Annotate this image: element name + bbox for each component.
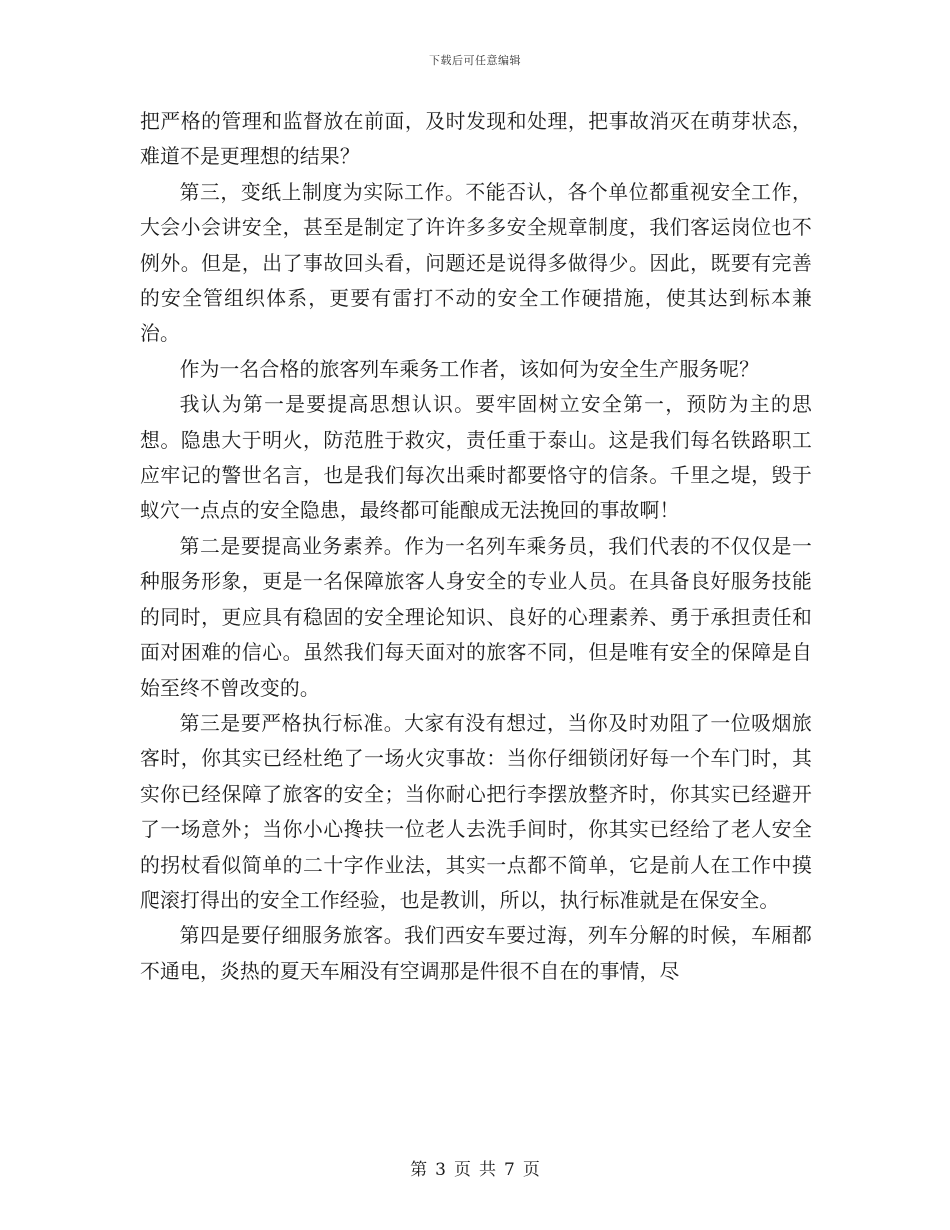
paragraph: 第四是要仔细服务旅客。我们西安车要过海，列车分解的时候，车厢都不通电，炎热的夏天车厢没有空调那是件很不自在的事情，尽 xyxy=(140,924,812,983)
footer-current-page: 3 xyxy=(435,1160,446,1180)
page-footer xyxy=(0,1155,950,1180)
paragraph: 把严格的管理和监督放在前面，及时发现和处理，把事故消灭在萌芽状态，难道不是更理想的结果？ xyxy=(140,110,812,169)
footer-page-unit: 页 xyxy=(454,1160,471,1180)
paragraph: 我认为第一是要提高思想认识。要牢固树立安全第一，预防为主的思想。隐患大于明火，防范胜于救灾，责任重于泰山。这是我们每名铁路职工应牢记的警世名言，也是我们每次出乘时都要恪守的信条。千里之堤，毁于蚁穴一点点的安全隐患，最终都可能酿成无法挽回的事故啊！ xyxy=(140,393,812,523)
paragraph: 第二是要提高业务素养。作为一名列车乘务员，我们代表的不仅仅是一种服务形象，更是一名保障旅客人身安全的专业人员。在具备良好服务技能的同时，更应具有稳固的安全理论知识、良好的心理素养、勇于承担责任和面对困难的信心。虽然我们每天面对的旅客不同，但是唯有安全的保障是自始至终不曾改变的。 xyxy=(140,534,812,700)
paragraph: 第三，变纸上制度为实际工作。不能否认，各个单位都重视安全工作，大会小会讲安全，甚至是制定了许许多多安全规章制度，我们客运岗位也不例外。但是，出了事故回头看，问题还是说得多做得少。因此，既要有完善的安全管组织体系，更要有雷打不动的安全工作硬措施，使其达到标本兼治。 xyxy=(140,180,812,346)
document-body xyxy=(140,104,812,989)
footer-total-label: 共 xyxy=(479,1160,496,1180)
footer-total-unit: 页 xyxy=(522,1160,540,1180)
paragraph: 第三是要严格执行标准。大家有没有想过，当你及时劝阻了一位吸烟旅客时，你其实已经杜绝了一场火灾事故：当你仔细锁闭好每一个车门时，其实你已经保障了旅客的安全；当你耐心把行李摆放整齐时，你其实已经避开了一场意外；当你小心搀扶一位老人去洗手间时，你其实已经给了老人安全的拐杖看似简单的二十字作业法，其实一点都不简单，它是前人在工作中摸爬滚打得出的安全工作经验，也是教训，所以，执行标准就是在保安全。 xyxy=(140,711,812,912)
footer-page-label: 第 xyxy=(410,1160,428,1180)
paragraph: 作为一名合格的旅客列车乘务工作者，该如何为安全生产服务呢？ xyxy=(179,357,760,381)
page-header: 下载后可任意编辑 xyxy=(429,54,521,67)
footer-total-pages: 7 xyxy=(504,1160,515,1180)
